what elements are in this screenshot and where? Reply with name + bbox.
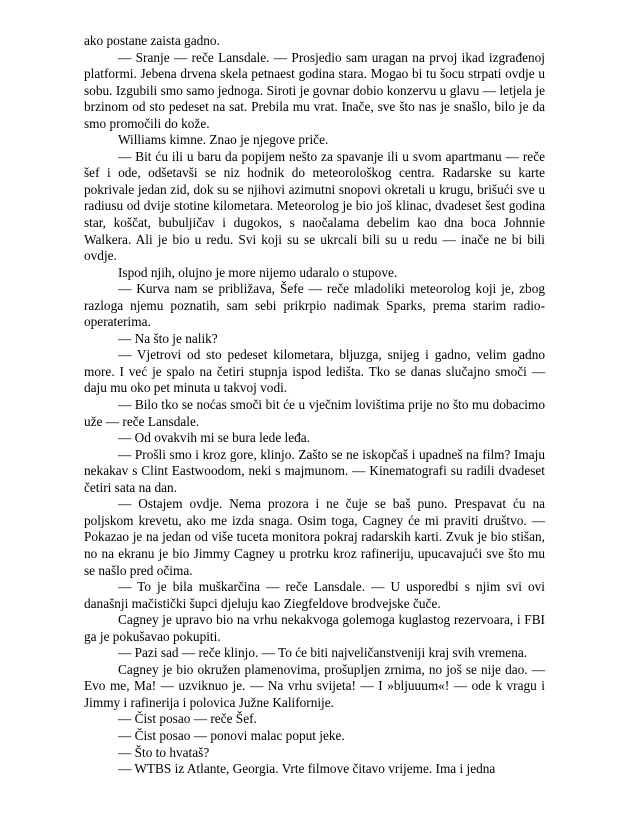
paragraph-16: Cagney je bio okružen plamenovima, prošupljen zrnima, no još se nije dao. — Evo me, Ma! — uzviknuo je. — Na vrhu svijeta! — I »bljuuum«! — ode k vragu i Jimmy i rafinerija i polovica Južne Kalifornije. — [84, 661, 545, 710]
paragraph-11: — Prošli smo i kroz gore, klinjo. Zašto se ne iskopčaš i upadneš na film? Imaju nekakav s Clint Eastwoodom, neki s majmunom. — Kinematografi su radili dvadeset četiri sata na dan. — [84, 446, 545, 495]
paragraph-2: — Sranje — reče Lansdale. — Prosjedio sam uragan na prvoj ikad izgrađenoj platformi. Jebena drvena skela petnaest godina stara. Mogao bi tu šocu strpati ovdje u sobu. Izgubili smo samo jednoga. Siroti je govnar dobio konzervu u glavu — letjela je brzinom od sto pedeset na sat. Prebila mu vrat. Inače, sve što nas je snašlo, bilo je da smo promočili do kože. — [84, 49, 545, 131]
paragraph-3: Williams kimne. Znao je njegove priče. — [118, 132, 329, 148]
paragraph-7: — Na što je nalik? — [118, 330, 218, 346]
paragraph-6: — Kurva nam se približava, Šefe — reče mladoliki meteorolog koji je, zbog razloga njemu poznatih, sam sebi prikrpio nadimak Sparks, prema starim radio-operaterima. — [84, 281, 545, 330]
paragraph-13: — To je bila muškarčina — reče Lansdale. — U usporedbi s njim svi ovi današnji mačistički šupci djeluju kao Ziegfeldove brodvejske čuče. — [84, 579, 545, 611]
paragraph-19: — Što to hvataš? — [118, 744, 210, 760]
document-page — [84, 33, 545, 778]
paragraph-10: — Od ovakvih mi se bura lede leđa. — [118, 430, 311, 446]
paragraph-14: Cagney je upravo bio na vrhu nekakvoga golemoga kuglastog rezervoara, i FBI ga je pokušavao pokupiti. — [84, 612, 545, 644]
paragraph-4: — Bit ću ili u baru da popijem nešto za spavanje ili u svom apartmanu — reče šef i ode, odšetavši se niz hodnik do meteorološkog centra. Radarske su karte pokrivale jedan zid, dok su se njihovi azimutni snopovi okretali u krugu, brišući sve u radiusu od dvije stotine kilometara. Meteorolog je bio još klinac, dvadeset šest godina star, koščat, bubuljičav i dugokos, s naočalama debelim kao dna boca Johnnie Walkera. Ali je bio u redu. Svi koji su se ukrcali bili su u redu — inače ne bi bili ovdje. — [84, 148, 545, 264]
paragraph-9: — Bilo tko se noćas smoči bit će u vječnim lovištima prije no što mu dobacimo uže — reče Lansdale. — [84, 397, 545, 429]
paragraph-17: — Čist posao — reče Šef. — [118, 711, 257, 727]
paragraph-20: — WTBS iz Atlante, Georgia. Vrte filmove čitavo vrijeme. Ima i jedna — [118, 761, 496, 777]
paragraph-1: ako postane zaista gadno. — [84, 33, 220, 48]
paragraph-18: — Čist posao — ponovi malac poput jeke. — [118, 727, 345, 743]
paragraph-8: — Vjetrovi od sto pedeset kilometara, bljuzga, snijeg i gadno, velim gadno more. I već je spalo na četiri stupnja ispod ledišta. Tko se danas slučajno smoči — daju mu oko pet minuta u takvoj vodi. — [84, 347, 545, 396]
paragraph-12: — Ostajem ovdje. Nema prozora i ne čuje se baš puno. Prespavat ću na poljskom krevetu, ako me izda snaga. Osim toga, Cagney će mi praviti društvo. — Pokazao je na jedan od više tuceta monitora pokraj radarskih karti. Zvuk je bio stišan, no na ekranu je bio Jimmy Cagney u protrku kroz rafineriju, upucavajući sve što mu se našlo pred očima. — [84, 496, 545, 578]
paragraph-15: — Pazi sad — reče klinjo. — To će biti najveličanstveniji kraj svih vremena. — [118, 645, 528, 661]
paragraph-5: Ispod njih, olujno je more nijemo udaralo o stupove. — [118, 264, 398, 280]
